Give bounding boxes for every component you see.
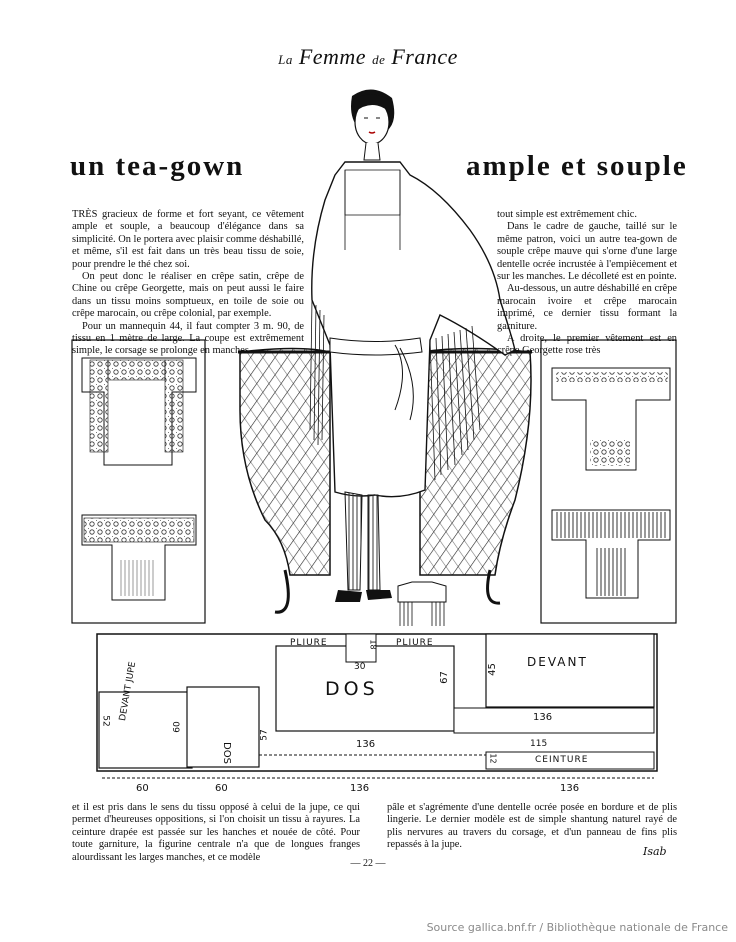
signature: Isab: [643, 845, 667, 858]
left-column: [72, 209, 304, 358]
pattern-label-pliure-1: PLIURE: [290, 638, 328, 648]
left-paragraph-2: On peut donc le réaliser en crêpe satin, crêpe de Chine ou crêpe Georgette, mais on peut aussi le faire dans un tissu moins somptueux, en toile de soie ou crêpe marocain, ou crêpe colonial, par exemple.: [72, 271, 304, 320]
left-paragraph-3: Pour un mannequin 44, il faut compter 3 m. 90, de tissu en 1 mètre de large. La coupe est extrêmement simple, le corsage se prolonge en manches: [72, 320, 304, 357]
pattern-measure-30: 30: [354, 662, 366, 672]
pattern-label-dos: DOS: [325, 678, 379, 700]
pattern-dimension-136b: 136: [560, 783, 580, 794]
pattern-label-devant: DEVANT: [527, 655, 588, 669]
bottom-left-paragraph: et il est pris dans le sens du tissu opposé à celui de la jupe, ce qui permet d'heureuses oppositions, si l'on choisit un tissu à rayures. La ceinture drapée est passée sur les hanches et nouée de côté. Pour toute garniture, la figurine centrale n'a que de longues franges alourdissant les larges manches, et ce modèle: [72, 802, 360, 863]
small-bodice-drawing: [398, 582, 446, 626]
pattern-measure-136a: 136: [356, 739, 376, 750]
pattern-measure-45: 45: [486, 663, 498, 676]
masthead-la: La: [278, 52, 293, 67]
pattern-measure-12: 12: [488, 753, 498, 764]
pattern-measure-52: 52: [100, 715, 111, 727]
pattern-measure-67: 67: [438, 671, 450, 684]
pattern-measure-18: 18: [368, 639, 378, 650]
pattern-label-ceinture: CEINTURE: [535, 755, 589, 765]
pattern-label-devant-jupe: DEVANT JUPE: [118, 661, 139, 722]
masthead-de: de: [372, 52, 386, 67]
pattern-measure-57: 57: [259, 729, 270, 741]
bottom-left-column: [72, 802, 360, 864]
left-paragraph-1: TRÈS gracieux de forme et fort seyant, ce vêtement ample et souple, a beaucoup d'élégance dans sa simplicité. On le portera avec plaisir comme déshabillé, et même, s'il est fait dans un très beau tissu de soie, pour prendre le thé chez soi.: [72, 209, 304, 270]
pattern-dimension-60b: 60: [215, 783, 228, 794]
title-right: ample et souple: [466, 150, 688, 182]
bottom-right-paragraph: pâle et s'agrémente d'une dentelle ocrée posée en bordure et de plis lingerie. Le dernier modèle est de simple shantung naturel rayé de plis nervures au travers du corsage, et d'un panneau de fins plis repassés à la jupe.: [387, 802, 677, 851]
pattern-measure-60: 60: [172, 721, 183, 733]
pattern-dimension-136: 136: [350, 783, 370, 794]
pattern-measure-115: 115: [530, 739, 548, 749]
pattern-label-pliure-2: PLIURE: [396, 638, 434, 648]
pattern-label-dos-jupe: DOS: [221, 742, 232, 764]
masthead-france: France: [391, 44, 458, 69]
title-left: un tea-gown: [70, 150, 245, 182]
left-inset: [72, 340, 205, 623]
right-inset: [541, 340, 676, 623]
right-paragraph-2: Dans le cadre de gauche, taillé sur le même patron, voici un autre tea-gown de souple crêpe mauve qui s'orne d'une large dentelle ocrée incrustée à l'empiècement et sur les manches. Le décolleté est en pointe.: [497, 221, 677, 283]
masthead-femme: Femme: [298, 44, 367, 69]
bottom-right-column: [387, 802, 677, 852]
right-paragraph-3: Au-dessous, un autre déshabillé en crêpe marocain ivoire et crêpe marocain imprimé, ce dernier tissu formant la garniture.: [497, 283, 677, 332]
right-column: [497, 209, 677, 358]
pattern-measure-136b: 136: [533, 712, 553, 723]
right-paragraph-4: A droite, le premier vêtement est en crêpe Georgette rose très: [497, 333, 677, 357]
right-paragraph-1: tout simple est extrêmement chic.: [497, 209, 637, 220]
page-number: — 22 —: [350, 858, 386, 869]
pattern-dimension-60a: 60: [136, 783, 149, 794]
source-credit: Source gallica.bnf.fr / Bibliothèque nationale de France: [426, 921, 728, 934]
